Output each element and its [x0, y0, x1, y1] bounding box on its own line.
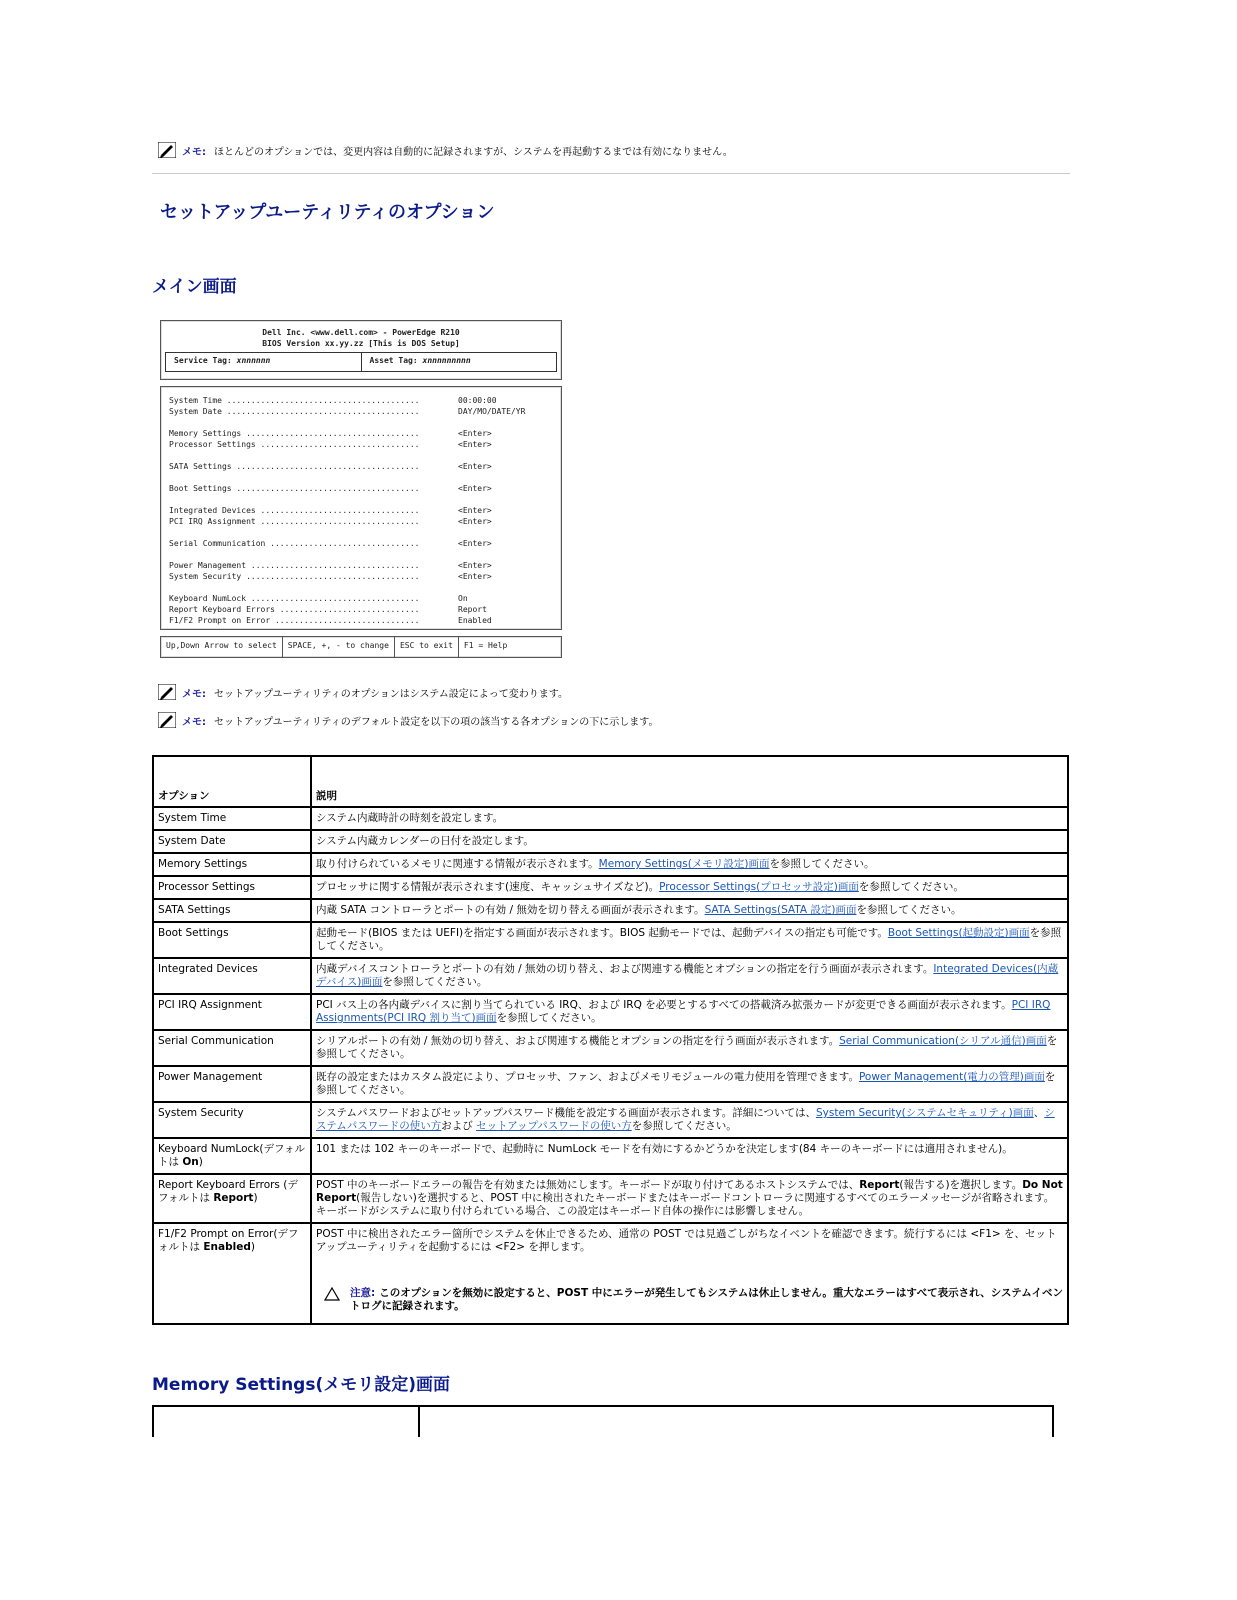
bios-row-label: Serial Communication ...............................	[169, 539, 420, 548]
boot-settings-link[interactable]: Boot Settings(起動設定)画面	[887, 927, 1030, 939]
bios-row-value: <Enter>	[458, 462, 492, 471]
sata-settings-link[interactable]: SATA Settings(SATA 設定)画面	[704, 904, 857, 916]
option-name: SATA Settings	[153, 899, 311, 922]
header-description: 説明	[311, 756, 1068, 807]
option-desc	[311, 1138, 1068, 1174]
option-name: System Security	[153, 1102, 311, 1138]
note-2	[158, 712, 659, 728]
divider	[152, 173, 1070, 174]
bios-row	[169, 395, 553, 406]
option-desc	[311, 1102, 1068, 1138]
bios-footer-item: F1 = Help	[463, 641, 508, 650]
power-management-link[interactable]: Power Management(電力の管理)画面	[858, 1071, 1045, 1083]
bios-row	[169, 571, 553, 582]
desc-text: を参照してください。	[316, 1035, 1058, 1060]
memory-table-start	[152, 1405, 1054, 1437]
asset-tag-label: Asset Tag:	[369, 356, 418, 365]
bios-row-value: <Enter>	[458, 484, 492, 493]
desc-text: を参照してください。	[631, 1120, 737, 1132]
desc-text: を参照してください。	[316, 927, 1062, 952]
table-row	[153, 899, 1068, 922]
desc-text: を参照してください。	[856, 904, 962, 916]
pci-irq-link[interactable]: PCI IRQ Assignments(PCI IRQ 割り当て)画面	[316, 999, 1051, 1024]
bios-row-value: <Enter>	[458, 517, 492, 526]
bios-row	[169, 604, 553, 615]
bios-row-label: Memory Settings ....................................	[169, 429, 420, 438]
bios-row-label: Report Keyboard Errors .............................	[169, 605, 420, 614]
table-row	[153, 958, 1068, 994]
bios-row-value: DAY/MO/DATE/YR	[458, 407, 526, 416]
desc-text: シリアルポートの有効 / 無効の切り替え、および関連する機能とオプションの指定を行う画面が表示されます。	[316, 1035, 840, 1047]
option-desc	[311, 1223, 1068, 1324]
bios-footer-item: Up,Down Arrow to select	[161, 637, 283, 657]
bios-row-label: SATA Settings ......................................	[169, 462, 420, 471]
table-row	[153, 1223, 1068, 1324]
option-name: System Time	[153, 807, 311, 830]
bios-row	[169, 516, 553, 527]
option-name: PCI IRQ Assignment	[153, 994, 311, 1030]
bios-row-value: Enabled	[458, 616, 492, 625]
table-row	[153, 1030, 1068, 1066]
table-row	[153, 853, 1068, 876]
table-row	[153, 1138, 1068, 1174]
note-text: セットアップユーティリティのデフォルト設定を以下の項の該当する各オプションの下に示します。	[214, 716, 659, 728]
bios-row-label: System Security ....................................	[169, 572, 420, 581]
caution-content	[350, 1287, 1063, 1313]
bios-row-label: System Time ........................................	[169, 396, 420, 405]
serial-communication-link[interactable]: Serial Communication(シリアル通信)画面	[839, 1035, 1047, 1047]
option-name-text: )	[250, 1241, 255, 1253]
bios-footer	[160, 636, 562, 658]
table-row	[153, 994, 1068, 1030]
bios-row-value: Report	[458, 605, 487, 614]
caution-triangle-icon	[324, 1287, 340, 1301]
bios-row-label: Power Management ...................................	[169, 561, 420, 570]
integrated-devices-link[interactable]: Integrated Devices(内蔵デバイス)画面	[316, 963, 1059, 988]
table-row	[153, 922, 1068, 958]
bios-row-label: PCI IRQ Assignment .................................	[169, 517, 420, 526]
header-option: オプション	[153, 756, 311, 807]
bios-row	[169, 406, 553, 417]
default-value: Report	[213, 1192, 254, 1204]
bios-row-value: <Enter>	[458, 572, 492, 581]
desc-text: システムパスワードおよびセットアップパスワード機能を設定する画面が表示されます。詳細については、	[316, 1107, 817, 1119]
bios-row-value: On	[458, 594, 468, 603]
memory-settings-heading: Memory Settings(メモリ設定)画面	[152, 1375, 451, 1395]
desc-bold: Do Not Report	[316, 1179, 1063, 1204]
option-name-text: )	[198, 1156, 203, 1168]
system-password-link[interactable]: システムパスワードの使い方	[316, 1107, 1055, 1132]
bios-row	[169, 483, 553, 494]
desc-text: を参照してください。	[858, 881, 964, 893]
bios-row-label: F1/F2 Prompt on Error ..............................	[169, 616, 420, 625]
desc-text: および	[441, 1120, 477, 1132]
note-text: ほとんどのオプションでは、変更内容は自動的に記録されますが、システムを再起動するまでは有効になりません。	[214, 146, 733, 158]
desc-text: を参照してください。	[769, 858, 875, 870]
table-row	[153, 1102, 1068, 1138]
bios-row	[169, 439, 553, 450]
desc-text: (報告しない)を選択すると、POST 中に検出されたキーボードまたはキーボードコントローラに関連するすべてのエラーメッセージが省略されます。キーボードがシステムに取り付けられている場合、この設定はキーボード自体の操作には影響しません。	[316, 1192, 1055, 1217]
option-desc	[311, 830, 1068, 853]
option-desc	[311, 899, 1068, 922]
option-name	[153, 1223, 311, 1324]
desc-text: POST 中に検出されたエラー箇所でシステムを休止できるため、通常の POST では見過ごしがちなイベントを確認できます。続行するには <F1> を、セットアップユーティリティを起動するには <F2> を押します。	[316, 1228, 1057, 1253]
default-value: Enabled	[203, 1241, 251, 1253]
option-name-text: )	[253, 1192, 258, 1204]
note-pencil-icon	[158, 684, 176, 700]
desc-text: システム内蔵時計の時刻を設定します。	[316, 812, 504, 824]
caution-text: このオプションを無効に設定すると、POST 中にエラーが発生してもシステムは休止しません。重大なエラーはすべて表示され、システムイベントログに記録されます。	[350, 1287, 1063, 1312]
service-tag-label: Service Tag:	[174, 356, 232, 365]
note-text: セットアップユーティリティのオプションはシステム設定によって変わります。	[214, 688, 568, 700]
service-tag-value: xnnnnnn	[236, 356, 271, 365]
desc-text: プロセッサに関する情報が表示されます(速度、キャッシュサイズなど)。	[316, 881, 660, 893]
bios-row-value: <Enter>	[458, 440, 492, 449]
bios-row-value: <Enter>	[458, 561, 492, 570]
options-table	[152, 755, 1069, 1325]
table-row	[153, 876, 1068, 899]
note-label: メモ:	[182, 146, 206, 158]
bios-screen-image	[160, 320, 562, 658]
bios-row	[169, 538, 553, 549]
processor-settings-link[interactable]: Processor Settings(プロセッサ設定)画面	[659, 881, 859, 893]
service-tag	[166, 353, 361, 371]
table-row	[153, 1066, 1068, 1102]
bios-menu	[160, 386, 562, 630]
bios-row-value: <Enter>	[458, 506, 492, 515]
system-security-link[interactable]: System Security(システムセキュリティ)画面	[816, 1107, 1034, 1119]
note-label: メモ:	[182, 688, 206, 700]
desc-text: 既存の設定またはカスタム設定により、プロセッサ、ファン、およびメモリモジュールの電力使用を管理できます。	[316, 1071, 859, 1083]
note-1	[158, 684, 568, 700]
table-row	[153, 807, 1068, 830]
note-pencil-icon	[158, 142, 176, 158]
option-name-text: Keyboard NumLock(デフォルトは	[158, 1143, 305, 1168]
note-label: メモ:	[182, 716, 206, 728]
bios-header	[160, 320, 562, 380]
setup-password-link[interactable]: セットアップパスワードの使い方	[476, 1120, 632, 1132]
option-name	[153, 1174, 311, 1223]
option-name: Processor Settings	[153, 876, 311, 899]
desc-text: を参照してください。	[382, 976, 488, 988]
bios-row	[169, 560, 553, 571]
bios-row	[169, 461, 553, 472]
bios-row-label: System Date ........................................	[169, 407, 420, 416]
bios-tags	[165, 352, 557, 372]
option-desc	[311, 1066, 1068, 1102]
table-row	[153, 1174, 1068, 1223]
option-name	[153, 1138, 311, 1174]
bios-row-label: Keyboard NumLock ...................................	[169, 594, 420, 603]
option-name: Boot Settings	[153, 922, 311, 958]
option-desc	[311, 876, 1068, 899]
desc-text: 起動モード(BIOS または UEFI)を指定する画面が表示されます。BIOS 起動モードでは、起動デバイスの指定も可能です。	[316, 927, 888, 939]
caution-label: 注意:	[350, 1287, 376, 1299]
table-row	[153, 830, 1068, 853]
bios-row-value: <Enter>	[458, 539, 492, 548]
desc-bold: Report	[859, 1179, 900, 1191]
bios-row-label: Processor Settings .................................	[169, 440, 420, 449]
bios-row	[169, 593, 553, 604]
option-desc	[311, 1030, 1068, 1066]
bios-footer-item: SPACE, +, - to change	[283, 637, 395, 657]
bios-version: BIOS Version xx.yy.zz [This is DOS Setup]	[262, 339, 460, 348]
option-desc	[311, 853, 1068, 876]
option-name: System Date	[153, 830, 311, 853]
desc-text: 、	[1033, 1107, 1045, 1119]
option-desc	[311, 994, 1068, 1030]
asset-tag	[361, 353, 557, 371]
bios-title: Dell Inc. <www.dell.com> - PowerEdge R210	[262, 328, 460, 337]
option-name: Memory Settings	[153, 853, 311, 876]
bios-row	[169, 615, 553, 626]
option-desc	[311, 807, 1068, 830]
note-top	[158, 142, 733, 158]
option-desc	[311, 1174, 1068, 1223]
option-desc	[311, 922, 1068, 958]
desc-text: POST 中のキーボードエラーの報告を有効または無効にします。キーボードが取り付けてあるホストシステムでは、	[316, 1179, 860, 1191]
option-name: Power Management	[153, 1066, 311, 1102]
desc-text: 取り付けられているメモリに関連する情報が表示されます。	[316, 858, 599, 870]
desc-text: 内蔵デバイスコントローラとポートの有効 / 無効の切り替え、および関連する機能とオプションの指定を行う画面が表示されます。	[316, 963, 934, 975]
desc-text: を参照してください。	[496, 1012, 602, 1024]
desc-text: 101 または 102 キーのキーボードで、起動時に NumLock モードを有効にするかどうかを決定します(84 キーのキーボードには適用されません)。	[316, 1143, 1013, 1155]
option-name-text: Report Keyboard Errors (デフォルトは	[158, 1179, 298, 1204]
desc-text: PCI バス上の各内蔵デバイスに割り当てられている IRQ、および IRQ を必要とするすべての搭載済み拡張カードが変更できる画面が表示されます。	[316, 999, 1012, 1011]
option-name-text: F1/F2 Prompt on Error(デフォルトは	[158, 1228, 299, 1253]
memory-settings-link[interactable]: Memory Settings(メモリ設定)画面	[598, 858, 770, 870]
bios-row	[169, 428, 553, 439]
default-value: On	[182, 1156, 199, 1168]
option-name: Serial Communication	[153, 1030, 311, 1066]
bios-footer-item: ESC to exit	[395, 637, 459, 657]
option-name: Integrated Devices	[153, 958, 311, 994]
table-header-row	[153, 756, 1068, 807]
caution-box	[324, 1287, 1063, 1313]
section-title: セットアップユーティリティのオプション	[160, 202, 495, 223]
desc-text: 内蔵 SATA コントローラとポートの有効 / 無効を切り替える画面が表示されます。	[316, 904, 705, 916]
bios-row-value: <Enter>	[458, 429, 492, 438]
main-screen-heading: メイン画面	[152, 277, 237, 297]
note-pencil-icon	[158, 712, 176, 728]
desc-text: システム内蔵カレンダーの日付を設定します。	[316, 835, 534, 847]
asset-tag-value: xnnnnnnnnn	[422, 356, 471, 365]
option-desc	[311, 958, 1068, 994]
bios-row-label: Integrated Devices .................................	[169, 506, 420, 515]
bios-row	[169, 505, 553, 516]
desc-text: (報告する)を選択します。	[899, 1179, 1023, 1191]
bios-row-label: Boot Settings ......................................	[169, 484, 420, 493]
bios-row-value: 00:00:00	[458, 396, 497, 405]
desc-text: を参照してください。	[316, 1071, 1056, 1096]
